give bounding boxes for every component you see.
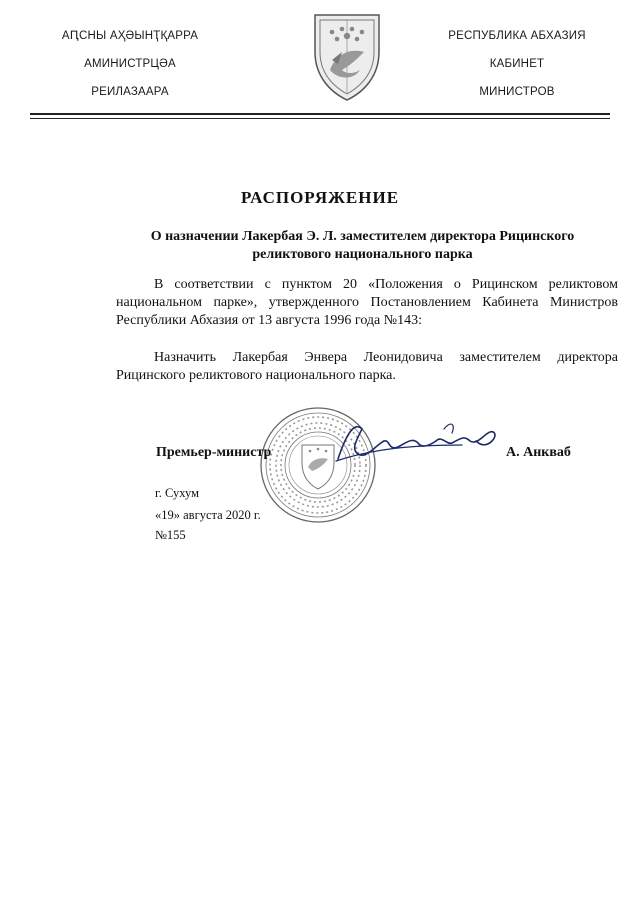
document-date: «19» августа 2020 г. xyxy=(155,508,261,522)
signatory-position: Премьер-министр xyxy=(156,445,272,460)
document-paragraph-order: Назначить Лакербая Энвера Леонидовича заместителем директора Рицинского реликтового национального парка. xyxy=(116,350,618,383)
header-right-line-2: КАБИНЕТ xyxy=(489,58,545,70)
header-right-line-1: РЕСПУБЛИКА АБХАЗИЯ xyxy=(448,30,586,42)
header-right-line-3: МИНИСТРОВ xyxy=(479,86,555,98)
header-divider-thick xyxy=(30,113,610,115)
document-number: №155 xyxy=(155,528,186,542)
document-place: г. Сухум xyxy=(155,486,200,500)
header-divider-thin xyxy=(30,118,610,119)
document-title: РАСПОРЯЖЕНИЕ xyxy=(240,188,400,207)
signatory-name: А. Анкваб xyxy=(506,445,571,460)
coat-of-arms-icon xyxy=(312,12,382,102)
header-left-line-3: РЕИЛАЗААРА xyxy=(91,86,169,98)
document-subject: О назначении Лакербая Э. Л. заместителем директора Рицинского реликтового национального парка xyxy=(150,229,575,262)
header-left-line-2: АМИНИСТРЦӘА xyxy=(84,58,176,70)
document-paragraph-basis: В соответствии с пунктом 20 «Положения о Рицинском реликтовом национальном парке», утвержденного Постановлением Кабинета Министров Республики Абхазия от 13 августа 1996 года №143: xyxy=(116,277,618,328)
header-left-line-1: АԤСНЫ АҲӘЫНҬҚАРРА xyxy=(61,30,199,42)
handwritten-signature-icon xyxy=(332,415,507,470)
header-right xyxy=(417,22,617,106)
header-left xyxy=(30,22,230,106)
